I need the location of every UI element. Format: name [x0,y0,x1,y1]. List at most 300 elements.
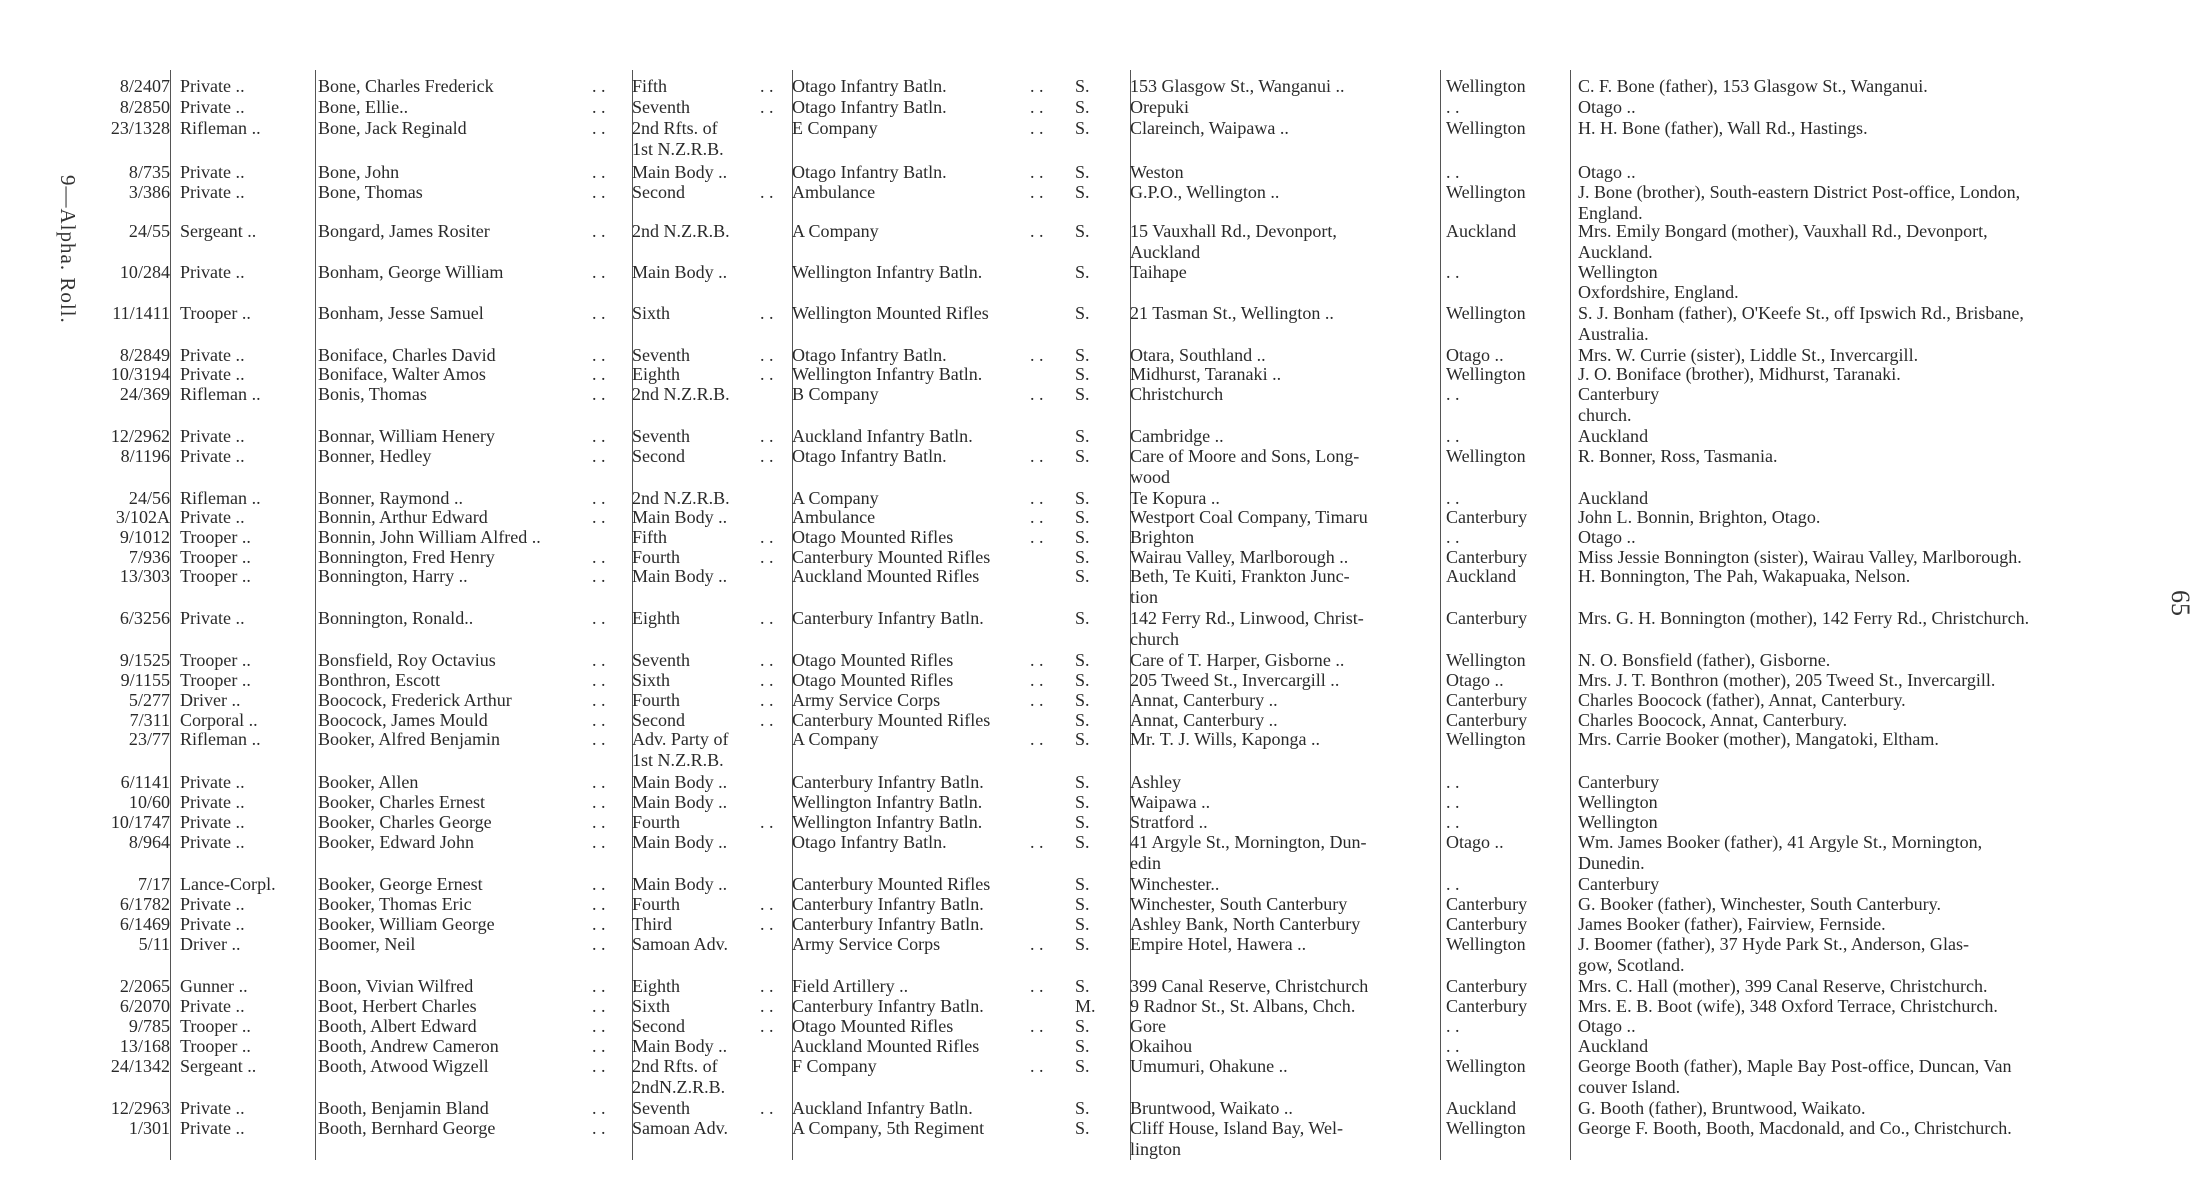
marital-status: S. [1075,792,1090,812]
draft: Seventh [632,97,691,117]
marital-status: S. [1075,670,1090,690]
regimental-number: 9/1155 [120,670,170,690]
name-leader: . . [592,792,606,812]
unit-leader: . . [1030,670,1044,690]
address: edin [1130,853,1162,873]
address: Bruntwood, Waikato .. [1130,1098,1293,1118]
name-leader: . . [592,670,606,690]
marital-status: S. [1075,710,1090,730]
address: Wairau Valley, Marlborough .. [1130,547,1349,567]
enlistment-district: Wellington [1446,1056,1526,1076]
rank: Trooper .. [180,1016,251,1036]
draft: Main Body .. [632,792,728,812]
unit: Auckland Infantry Batln. [792,1098,973,1118]
address: Winchester, South Canterbury [1130,894,1348,914]
next-of-kin: Charles Boocock, Annat, Canterbury. [1578,710,1848,730]
name: Booker, Allen [318,772,419,792]
regimental-number: 12/2962 [110,426,170,446]
name-leader: . . [592,934,606,954]
marital-status: S. [1075,566,1090,586]
name-leader: . . [592,118,606,138]
rank: Private .. [180,792,245,812]
rank: Trooper .. [180,670,251,690]
next-of-kin: Mrs. G. H. Bonnington (mother), 142 Ferry Rd., Christchurch. [1578,608,2030,628]
unit: Auckland Infantry Batln. [792,426,973,446]
enlistment-district: . . [1446,162,1460,182]
next-of-kin: H. Bonnington, The Pah, Wakapuaka, Nelson. [1578,566,1911,586]
unit: F Company [792,1056,877,1076]
unit: Field Artillery .. [792,976,909,996]
regimental-number: 9/1525 [119,650,170,670]
rank: Private .. [180,914,245,934]
unit: Canterbury Infantry Batln. [792,914,984,934]
rank: Sergeant .. [180,1056,257,1076]
rank: Private .. [180,1118,245,1138]
next-of-kin: C. F. Bone (father), 153 Glasgow St., Wanganui. [1578,76,1928,96]
rank: Rifleman .. [180,384,261,404]
unit-leader: . . [1030,162,1044,182]
draft-leader: . . [760,650,774,670]
draft: Eighth [632,976,681,996]
enlistment-district: Otago .. [1446,832,1504,852]
next-of-kin: Auckland [1578,426,1649,446]
draft-leader: . . [760,97,774,117]
regimental-number: 3/102A [115,507,170,527]
unit: Wellington Infantry Batln. [792,792,983,812]
marital-status: S. [1075,1098,1090,1118]
address: Okaihou [1130,1036,1193,1056]
regimental-number: 13/303 [119,566,170,586]
draft: Main Body .. [632,566,728,586]
next-of-kin: Mrs. Emily Bongard (mother), Vauxhall Rd., Devonport, [1578,221,1988,241]
unit: Otago Infantry Batln. [792,162,947,182]
unit-leader: . . [1030,1016,1044,1036]
name-leader: . . [592,1056,606,1076]
enlistment-district: Wellington [1446,650,1526,670]
address: 15 Vauxhall Rd., Devonport, [1130,221,1337,241]
enlistment-district: . . [1446,488,1460,508]
regimental-number: 7/936 [128,547,170,567]
marital-status: S. [1075,547,1090,567]
next-of-kin: George Booth (father), Maple Bay Post-office, Duncan, Van [1578,1056,2012,1076]
regimental-number: 9/1012 [119,527,170,547]
address: Ashley [1130,772,1182,792]
regimental-number: 24/369 [119,384,170,404]
address: 41 Argyle St., Mornington, Dun- [1130,832,1367,852]
draft-leader: . . [760,426,774,446]
unit: Otago Mounted Rifles [792,650,954,670]
rank: Trooper .. [180,303,251,323]
next-of-kin: Canterbury [1578,772,1660,792]
unit-leader: . . [1030,221,1044,241]
rank: Private .. [180,97,245,117]
next-of-kin: Mrs. W. Currie (sister), Liddle St., Invercargill. [1578,345,1919,365]
address: tion [1130,587,1159,607]
address: Stratford .. [1130,812,1208,832]
draft-leader: . . [760,345,774,365]
name-leader: . . [592,364,606,384]
draft-leader: . . [760,547,774,567]
name-leader: . . [592,182,606,202]
rank: Private .. [180,894,245,914]
rank: Rifleman .. [180,729,261,749]
draft: 2nd Rfts. of [632,118,718,138]
name: Boniface, Charles David [318,345,496,365]
rank: Private .. [180,1098,245,1118]
enlistment-district: Otago .. [1446,345,1504,365]
name-leader: . . [592,262,606,282]
unit: Wellington Mounted Rifles [792,303,989,323]
draft: Fourth [632,547,681,567]
address: wood [1130,467,1171,487]
marital-status: S. [1075,608,1090,628]
regimental-number: 8/2407 [119,76,170,96]
address: Brighton [1130,527,1195,547]
draft-leader: . . [760,894,774,914]
draft: Main Body .. [632,832,728,852]
rank: Private .. [180,76,245,96]
draft-leader: . . [760,812,774,832]
marital-status: S. [1075,690,1090,710]
draft: Samoan Adv. [632,934,728,954]
enlistment-district: Auckland [1446,221,1517,241]
name: Bone, John [318,162,400,182]
unit: Canterbury Infantry Batln. [792,608,984,628]
unit: B Company [792,384,879,404]
address: Orepuki [1130,97,1190,117]
address: Annat, Canterbury .. [1130,710,1278,730]
name: Booker, Thomas Eric [318,894,472,914]
unit: A Company [792,729,879,749]
name: Bongard, James Rositer [318,221,490,241]
name: Bonsfield, Roy Octavius [318,650,496,670]
next-of-kin: James Booker (father), Fairview, Fernside. [1578,914,1886,934]
draft-leader: . . [760,608,774,628]
enlistment-district: . . [1446,1016,1460,1036]
regimental-number: 3/386 [128,182,170,202]
draft: Main Body .. [632,772,728,792]
rank: Corporal .. [180,710,258,730]
marital-status: S. [1075,914,1090,934]
unit: Canterbury Mounted Rifles [792,547,991,567]
marital-status: S. [1075,221,1090,241]
draft: Samoan Adv. [632,1118,728,1138]
address: Weston [1130,162,1184,182]
draft: 2nd N.Z.R.B. [632,384,730,404]
draft-leader: . . [760,446,774,466]
name-leader: . . [592,507,606,527]
next-of-kin: Mrs. C. Hall (mother), 399 Canal Reserve, Christchurch. [1578,976,1988,996]
enlistment-district: Wellington [1446,446,1526,466]
marital-status: S. [1075,527,1090,547]
enlistment-district: . . [1446,812,1460,832]
unit: Otago Infantry Batln. [792,76,947,96]
rank: Private .. [180,426,245,446]
regimental-number: 8/2850 [119,97,170,117]
enlistment-district: . . [1446,792,1460,812]
name: Bonnin, John William Alfred .. [318,527,541,547]
next-of-kin: Otago .. [1578,97,1636,117]
rank: Trooper .. [180,547,251,567]
sidebar-label: 9—Alpha. Roll. [56,175,80,324]
regimental-number: 6/1469 [119,914,170,934]
rank: Driver .. [180,690,241,710]
address: Gore [1130,1016,1167,1036]
regimental-number: 6/2070 [119,996,170,1016]
rank: Gunner .. [180,976,248,996]
unit: Wellington Infantry Batln. [792,812,983,832]
name: Boocock, Frederick Arthur [318,690,512,710]
unit-leader: . . [1030,650,1044,670]
marital-status: S. [1075,1036,1090,1056]
regimental-number: 5/11 [138,934,170,954]
unit-leader: . . [1030,76,1044,96]
enlistment-district: . . [1446,772,1460,792]
address: Annat, Canterbury .. [1130,690,1278,710]
address: 153 Glasgow St., Wanganui .. [1130,76,1345,96]
address: Beth, Te Kuiti, Frankton Junc- [1130,566,1350,586]
marital-status: S. [1075,488,1090,508]
draft: Fourth [632,812,681,832]
draft: Fourth [632,894,681,914]
enlistment-district: Wellington [1446,118,1526,138]
draft: 2nd Rfts. of [632,1056,718,1076]
rank: Lance-Corpl. [180,874,276,894]
name: Bonis, Thomas [318,384,427,404]
name: Bonnington, Ronald.. [318,608,474,628]
marital-status: S. [1075,976,1090,996]
rank: Private .. [180,608,245,628]
next-of-kin: G. Booker (father), Winchester, South Canterbury. [1578,894,1941,914]
regimental-number: 10/284 [119,262,170,282]
address: Cliff House, Island Bay, Wel- [1130,1118,1343,1138]
marital-status: S. [1075,76,1090,96]
marital-status: S. [1075,832,1090,852]
enlistment-district: . . [1446,874,1460,894]
enlistment-district: Wellington [1446,76,1526,96]
draft: Seventh [632,426,691,446]
address: Care of Moore and Sons, Long- [1130,446,1360,466]
unit: Army Service Corps [792,934,941,954]
rank: Trooper .. [180,1036,251,1056]
next-of-kin: Miss Jessie Bonnington (sister), Wairau Valley, Marlborough. [1578,547,2022,567]
unit-leader: . . [1030,488,1044,508]
next-of-kin: Dunedin. [1578,853,1645,873]
next-of-kin: S. J. Bonham (father), O'Keefe St., off Ipswich Rd., Brisbane, [1578,303,2024,323]
column-rule [1570,70,1571,1160]
name: Boot, Herbert Charles [318,996,477,1016]
rank: Driver .. [180,934,241,954]
address: 399 Canal Reserve, Christchurch [1130,976,1369,996]
next-of-kin: R. Bonner, Ross, Tasmania. [1578,446,1778,466]
name-leader: . . [592,76,606,96]
regimental-number: 6/3256 [119,608,170,628]
address: Taihape [1130,262,1187,282]
address: Empire Hotel, Hawera .. [1130,934,1307,954]
marital-status: M. [1075,996,1096,1016]
next-of-kin: Otago .. [1578,1016,1636,1036]
address: Christchurch [1130,384,1224,404]
name-leader: . . [592,1098,606,1118]
next-of-kin: Mrs. J. T. Bonthron (mother), 205 Tweed St., Invercargill. [1578,670,1996,690]
next-of-kin: J. Bone (brother), South-eastern District Post-office, London, [1578,182,2021,202]
draft-leader: . . [760,1016,774,1036]
enlistment-district: Canterbury [1446,507,1528,527]
name-leader: . . [592,384,606,404]
next-of-kin: Canterbury [1578,384,1660,404]
name-leader: . . [592,488,606,508]
enlistment-district: Wellington [1446,364,1526,384]
rank: Private .. [180,832,245,852]
draft: 2nd N.Z.R.B. [632,221,730,241]
regimental-number: 8/735 [128,162,170,182]
draft-leader: . . [760,76,774,96]
unit-leader: . . [1030,118,1044,138]
unit-leader: . . [1030,832,1044,852]
draft: Main Body .. [632,162,728,182]
name: Booker, Charles George [318,812,492,832]
unit: Ambulance [792,182,876,202]
name-leader: . . [592,894,606,914]
name-leader: . . [592,812,606,832]
draft: Second [632,446,686,466]
regimental-number: 7/17 [137,874,170,894]
draft: 1st N.Z.R.B. [632,139,724,159]
address: Midhurst, Taranaki .. [1130,364,1282,384]
address: lington [1130,1139,1182,1159]
name-leader: . . [592,162,606,182]
draft: Sixth [632,996,671,1016]
name-leader: . . [592,729,606,749]
draft: Main Body .. [632,874,728,894]
name: Booker, George Ernest [318,874,483,894]
next-of-kin: H. H. Bone (father), Wall Rd., Hastings. [1578,118,1868,138]
draft: 1st N.Z.R.B. [632,750,724,770]
marital-status: S. [1075,1118,1090,1138]
address: Otara, Southland .. [1130,345,1266,365]
unit: Auckland Mounted Rifles [792,566,980,586]
draft: Sixth [632,670,671,690]
unit: A Company [792,221,879,241]
regimental-number: 6/1141 [120,772,170,792]
draft: Second [632,182,686,202]
enlistment-district: Canterbury [1446,547,1528,567]
regimental-number: 24/56 [128,488,170,508]
draft: Eighth [632,364,681,384]
column-rule [170,70,171,1160]
enlistment-district: Wellington [1446,934,1526,954]
enlistment-district: . . [1446,262,1460,282]
draft: Fifth [632,527,668,547]
unit: Otago Infantry Batln. [792,345,947,365]
regimental-number: 10/60 [128,792,170,812]
name: Booker, Alfred Benjamin [318,729,501,749]
unit-leader: . . [1030,976,1044,996]
address: Westport Coal Company, Timaru [1130,507,1368,527]
unit: Canterbury Mounted Rifles [792,874,991,894]
rank: Private .. [180,446,245,466]
unit-leader: . . [1030,527,1044,547]
rank: Private .. [180,345,245,365]
rank: Private .. [180,812,245,832]
next-of-kin: Canterbury [1578,874,1660,894]
next-of-kin: John L. Bonnin, Brighton, Otago. [1578,507,1821,527]
name-leader: . . [592,426,606,446]
marital-status: S. [1075,1056,1090,1076]
next-of-kin: Charles Boocock (father), Annat, Canterbury. [1578,690,1906,710]
draft: Second [632,1016,686,1036]
marital-status: S. [1075,650,1090,670]
unit-leader: . . [1030,446,1044,466]
marital-status: S. [1075,934,1090,954]
regimental-number: 23/77 [128,729,170,749]
unit: Canterbury Infantry Batln. [792,772,984,792]
name: Bonnar, William Henery [318,426,495,446]
next-of-kin: G. Booth (father), Bruntwood, Waikato. [1578,1098,1866,1118]
enlistment-district: Canterbury [1446,894,1528,914]
regimental-number: 6/1782 [119,894,170,914]
name: Bonnington, Fred Henry [318,547,495,567]
draft: Main Body .. [632,507,728,527]
enlistment-district: Wellington [1446,303,1526,323]
draft-leader: . . [760,1098,774,1118]
next-of-kin: N. O. Bonsfield (father), Gisborne. [1578,650,1831,670]
address: Te Kopura .. [1130,488,1220,508]
marital-status: S. [1075,772,1090,792]
unit: Otago Mounted Rifles [792,1016,954,1036]
next-of-kin: couver Island. [1578,1077,1681,1097]
rank: Private .. [180,364,245,384]
unit: Canterbury Mounted Rifles [792,710,991,730]
enlistment-district: Canterbury [1446,608,1528,628]
address: 142 Ferry Rd., Linwood, Christ- [1130,608,1364,628]
draft: Seventh [632,1098,691,1118]
unit: Otago Mounted Rifles [792,527,954,547]
name-leader: . . [592,832,606,852]
marital-status: S. [1075,729,1090,749]
unit-leader: . . [1030,690,1044,710]
name-leader: . . [592,303,606,323]
address: 9 Radnor St., St. Albans, Chch. [1130,996,1356,1016]
next-of-kin: Australia. [1578,324,1649,344]
enlistment-district: Auckland [1446,1098,1517,1118]
address: G.P.O., Wellington .. [1130,182,1280,202]
name: Bone, Thomas [318,182,423,202]
unit: E Company [792,118,878,138]
regimental-number: 2/2065 [119,976,170,996]
next-of-kin: Otago .. [1578,527,1636,547]
regimental-number: 11/1411 [112,303,170,323]
address: 21 Tasman St., Wellington .. [1130,303,1334,323]
name: Bonham, George William [318,262,504,282]
draft-leader: . . [760,182,774,202]
address: Ashley Bank, North Canterbury [1130,914,1361,934]
unit: A Company, 5th Regiment [792,1118,985,1138]
rank: Private .. [180,772,245,792]
address: 205 Tweed St., Invercargill .. [1130,670,1340,690]
unit: Otago Mounted Rifles [792,670,954,690]
regimental-number: 8/2849 [119,345,170,365]
enlistment-district: Auckland [1446,566,1517,586]
marital-status: S. [1075,262,1090,282]
enlistment-district: Canterbury [1446,710,1528,730]
unit: Wellington Infantry Batln. [792,262,983,282]
draft-leader: . . [760,670,774,690]
name: Boniface, Walter Amos [318,364,486,384]
name: Booker, William George [318,914,495,934]
name: Booker, Edward John [318,832,474,852]
draft: Eighth [632,608,681,628]
